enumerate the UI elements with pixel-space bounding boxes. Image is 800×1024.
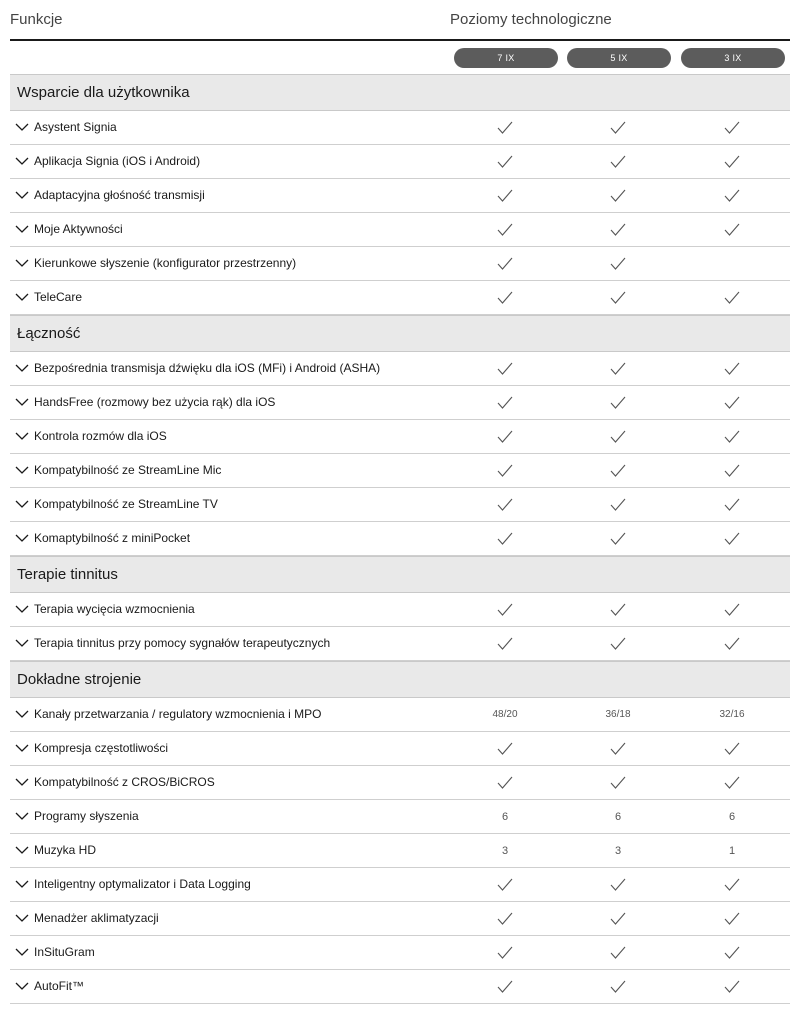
chevron-down-icon[interactable] (15, 292, 29, 302)
feature-cell-check (475, 352, 535, 385)
feature-row[interactable] (10, 732, 790, 766)
checkmark-icon (724, 532, 740, 546)
feature-cell-value (475, 800, 535, 833)
checkmark-icon (610, 742, 626, 756)
checkmark-icon (497, 121, 513, 135)
feature-cell-check (588, 902, 648, 935)
feature-row[interactable] (10, 281, 790, 315)
feature-cell-check (588, 281, 648, 314)
checkmark-icon (724, 637, 740, 651)
feature-label: Kompatybilność z CROS/BiCROS (34, 775, 215, 789)
checkmark-icon (610, 946, 626, 960)
checkmark-icon (724, 155, 740, 169)
section-header: Wsparcie dla użytkownika (10, 74, 790, 111)
checkmark-icon (724, 498, 740, 512)
feature-row[interactable] (10, 522, 790, 556)
feature-label: Kontrola rozmów dla iOS (34, 429, 167, 443)
checkmark-icon (610, 498, 626, 512)
feature-row[interactable] (10, 902, 790, 936)
feature-cell-check (475, 627, 535, 660)
chevron-down-icon[interactable] (15, 777, 29, 787)
checkmark-icon (610, 532, 626, 546)
feature-value-text: 3 (614, 844, 622, 857)
checkmark-icon (497, 223, 513, 237)
feature-label: Kompresja częstotliwości (34, 741, 169, 755)
feature-cell-check (702, 970, 762, 1003)
feature-label: Programy słyszenia (34, 809, 139, 823)
feature-cell-check (588, 213, 648, 246)
checkmark-icon (724, 396, 740, 410)
feature-cell-value (702, 698, 762, 731)
feature-cell-value (588, 800, 648, 833)
feature-row[interactable] (10, 247, 790, 281)
feature-value-text: 3 (501, 844, 509, 857)
feature-cell-check (588, 420, 648, 453)
checkmark-icon (724, 980, 740, 994)
feature-value-text: 36/18 (605, 709, 631, 720)
feature-cell-check (475, 732, 535, 765)
checkmark-icon (724, 603, 740, 617)
feature-value-text: 48/20 (492, 709, 518, 720)
chevron-down-icon[interactable] (15, 224, 29, 234)
checkmark-icon (610, 257, 626, 271)
feature-cell-check (702, 627, 762, 660)
checkmark-icon (497, 878, 513, 892)
checkmark-icon (610, 396, 626, 410)
checkmark-icon (724, 121, 740, 135)
feature-cell-check (588, 386, 648, 419)
checkmark-icon (724, 362, 740, 376)
feature-cell-check (588, 522, 648, 555)
feature-cell-check (702, 488, 762, 521)
checkmark-icon (610, 603, 626, 617)
feature-cell-check (475, 281, 535, 314)
feature-row[interactable] (10, 352, 790, 386)
table-header (0, 0, 800, 40)
checkmark-icon (497, 291, 513, 305)
feature-cell-check (475, 179, 535, 212)
feature-value-text: 6 (728, 810, 736, 823)
checkmark-icon (610, 637, 626, 651)
feature-label: Kierunkowe słyszenie (konfigurator przestrzenny) (34, 256, 297, 270)
chevron-down-icon[interactable] (15, 743, 29, 753)
chevron-down-icon[interactable] (15, 638, 29, 648)
feature-row[interactable] (10, 627, 790, 661)
feature-label: Moje Aktywności (34, 222, 123, 236)
feature-value-text: 6 (501, 810, 509, 823)
features-table (10, 74, 790, 1004)
checkmark-icon (610, 362, 626, 376)
checkmark-icon (724, 430, 740, 444)
chevron-down-icon[interactable] (15, 709, 29, 719)
feature-cell-check (702, 281, 762, 314)
feature-label: Komaptybilność z miniPocket (34, 531, 191, 545)
feature-cell-check (702, 936, 762, 969)
feature-row[interactable] (10, 179, 790, 213)
section-header: Terapie tinnitus (10, 556, 790, 593)
feature-cell-check (588, 936, 648, 969)
technology-level-pills (0, 48, 800, 68)
feature-row[interactable] (10, 868, 790, 902)
feature-cell-check (475, 454, 535, 487)
feature-cell-check (588, 732, 648, 765)
checkmark-icon (497, 603, 513, 617)
checkmark-icon (724, 223, 740, 237)
feature-label: Kompatybilność ze StreamLine Mic (34, 463, 222, 477)
chevron-down-icon[interactable] (15, 499, 29, 509)
chevron-down-icon[interactable] (15, 190, 29, 200)
feature-cell-check (702, 522, 762, 555)
chevron-down-icon[interactable] (15, 947, 29, 957)
feature-row[interactable] (10, 420, 790, 454)
feature-value-text: 6 (614, 810, 622, 823)
feature-cell-check (475, 488, 535, 521)
chevron-down-icon[interactable] (15, 913, 29, 923)
section-header: Dokładne strojenie (10, 661, 790, 698)
checkmark-icon (610, 155, 626, 169)
checkmark-icon (497, 946, 513, 960)
checkmark-icon (497, 396, 513, 410)
feature-cell-check (588, 111, 648, 144)
feature-cell-check (475, 593, 535, 626)
chevron-down-icon[interactable] (15, 533, 29, 543)
checkmark-icon (610, 912, 626, 926)
feature-cell-check (475, 386, 535, 419)
chevron-down-icon[interactable] (15, 122, 29, 132)
feature-cell-check (588, 454, 648, 487)
checkmark-icon (610, 223, 626, 237)
feature-cell-check (702, 179, 762, 212)
feature-label: Muzyka HD (34, 843, 97, 857)
chevron-down-icon[interactable] (15, 845, 29, 855)
feature-label: Bezpośrednia transmisja dźwięku dla iOS (MFi) i Android (ASHA) (34, 361, 381, 375)
checkmark-icon (497, 189, 513, 203)
feature-cell-check (588, 179, 648, 212)
feature-cell-check (702, 145, 762, 178)
level-pill-5ix: 5 IX (567, 48, 671, 68)
checkmark-icon (497, 430, 513, 444)
feature-cell-check (475, 902, 535, 935)
feature-label: InSituGram (34, 945, 95, 959)
chevron-down-icon[interactable] (15, 811, 29, 821)
feature-cell-check (588, 868, 648, 901)
chevron-down-icon[interactable] (15, 981, 29, 991)
level-pill-3ix: 3 IX (681, 48, 785, 68)
chevron-down-icon[interactable] (15, 465, 29, 475)
feature-row[interactable] (10, 386, 790, 420)
feature-row[interactable] (10, 593, 790, 627)
feature-cell-check (702, 902, 762, 935)
checkmark-icon (724, 291, 740, 305)
feature-label: Asystent Signia (34, 120, 117, 134)
checkmark-icon (497, 362, 513, 376)
feature-label: Terapia tinnitus przy pomocy sygnałów terapeutycznych (34, 636, 331, 650)
feature-cell-check (475, 420, 535, 453)
feature-row[interactable] (10, 800, 790, 834)
checkmark-icon (724, 742, 740, 756)
checkmark-icon (497, 464, 513, 478)
feature-cell-check (475, 522, 535, 555)
feature-row[interactable] (10, 834, 790, 868)
checkmark-icon (610, 464, 626, 478)
feature-label: Kompatybilność ze StreamLine TV (34, 497, 218, 511)
feature-cell-check (702, 454, 762, 487)
feature-label: Kanały przetwarzania / regulatory wzmocnienia i MPO (34, 707, 322, 721)
feature-cell-empty (702, 247, 762, 280)
header-divider (10, 39, 790, 41)
checkmark-icon (610, 189, 626, 203)
feature-cell-value (702, 834, 762, 867)
chevron-down-icon[interactable] (15, 879, 29, 889)
chevron-down-icon[interactable] (15, 431, 29, 441)
feature-cell-check (702, 213, 762, 246)
checkmark-icon (497, 498, 513, 512)
checkmark-icon (610, 291, 626, 305)
checkmark-icon (610, 776, 626, 790)
checkmark-icon (497, 257, 513, 271)
feature-cell-check (475, 936, 535, 969)
checkmark-icon (724, 464, 740, 478)
feature-cell-check (475, 213, 535, 246)
feature-cell-check (588, 970, 648, 1003)
checkmark-icon (497, 912, 513, 926)
feature-cell-check (702, 593, 762, 626)
checkmark-icon (724, 946, 740, 960)
checkmark-icon (497, 532, 513, 546)
chevron-down-icon[interactable] (15, 258, 29, 268)
features-column-title: Funkcje (10, 11, 63, 28)
feature-cell-check (702, 352, 762, 385)
checkmark-icon (497, 980, 513, 994)
checkmark-icon (724, 189, 740, 203)
feature-cell-value (588, 698, 648, 731)
feature-label: TeleCare (34, 290, 83, 304)
feature-cell-check (475, 145, 535, 178)
feature-row[interactable] (10, 698, 790, 732)
feature-cell-check (702, 732, 762, 765)
feature-cell-value (475, 834, 535, 867)
feature-label: Aplikacja Signia (iOS i Android) (34, 154, 201, 168)
feature-value-text: 1 (728, 844, 736, 857)
feature-row[interactable] (10, 766, 790, 800)
feature-cell-check (702, 111, 762, 144)
checkmark-icon (497, 742, 513, 756)
checkmark-icon (610, 430, 626, 444)
checkmark-icon (724, 776, 740, 790)
feature-cell-check (475, 111, 535, 144)
feature-cell-check (702, 420, 762, 453)
checkmark-icon (724, 878, 740, 892)
feature-label: Terapia wycięcia wzmocnienia (34, 602, 195, 616)
checkmark-icon (497, 776, 513, 790)
feature-cell-check (588, 145, 648, 178)
chevron-down-icon[interactable] (15, 604, 29, 614)
feature-label: Inteligentny optymalizator i Data Logging (34, 877, 251, 891)
feature-row[interactable] (10, 488, 790, 522)
checkmark-icon (724, 912, 740, 926)
chevron-down-icon[interactable] (15, 397, 29, 407)
feature-cell-check (475, 970, 535, 1003)
technology-levels-title: Poziomy technologiczne (450, 11, 612, 28)
feature-row[interactable] (10, 970, 790, 1004)
feature-cell-check (588, 627, 648, 660)
feature-cell-check (588, 766, 648, 799)
chevron-down-icon[interactable] (15, 156, 29, 166)
feature-cell-check (588, 352, 648, 385)
checkmark-icon (497, 637, 513, 651)
feature-cell-value (588, 834, 648, 867)
feature-cell-check (588, 247, 648, 280)
feature-row[interactable] (10, 454, 790, 488)
feature-label: Menadżer aklimatyzacji (34, 911, 159, 925)
feature-row[interactable] (10, 213, 790, 247)
chevron-down-icon[interactable] (15, 363, 29, 373)
feature-cell-check (475, 868, 535, 901)
checkmark-icon (610, 980, 626, 994)
feature-cell-check (702, 868, 762, 901)
section-header: Łączność (10, 315, 790, 352)
checkmark-icon (610, 121, 626, 135)
feature-cell-check (588, 488, 648, 521)
checkmark-icon (497, 155, 513, 169)
feature-row[interactable] (10, 111, 790, 145)
feature-cell-check (475, 766, 535, 799)
feature-row[interactable] (10, 936, 790, 970)
feature-cell-check (475, 247, 535, 280)
feature-cell-check (702, 386, 762, 419)
feature-label: AutoFit™ (34, 979, 85, 993)
feature-cell-check (588, 593, 648, 626)
feature-cell-value (475, 698, 535, 731)
feature-cell-value (702, 800, 762, 833)
checkmark-icon (610, 878, 626, 892)
feature-label: HandsFree (rozmowy bez użycia rąk) dla iOS (34, 395, 276, 409)
level-pill-7ix: 7 IX (454, 48, 558, 68)
feature-row[interactable] (10, 145, 790, 179)
feature-cell-check (702, 766, 762, 799)
feature-label: Adaptacyjna głośność transmisji (34, 188, 205, 202)
feature-value-text: 32/16 (719, 709, 745, 720)
